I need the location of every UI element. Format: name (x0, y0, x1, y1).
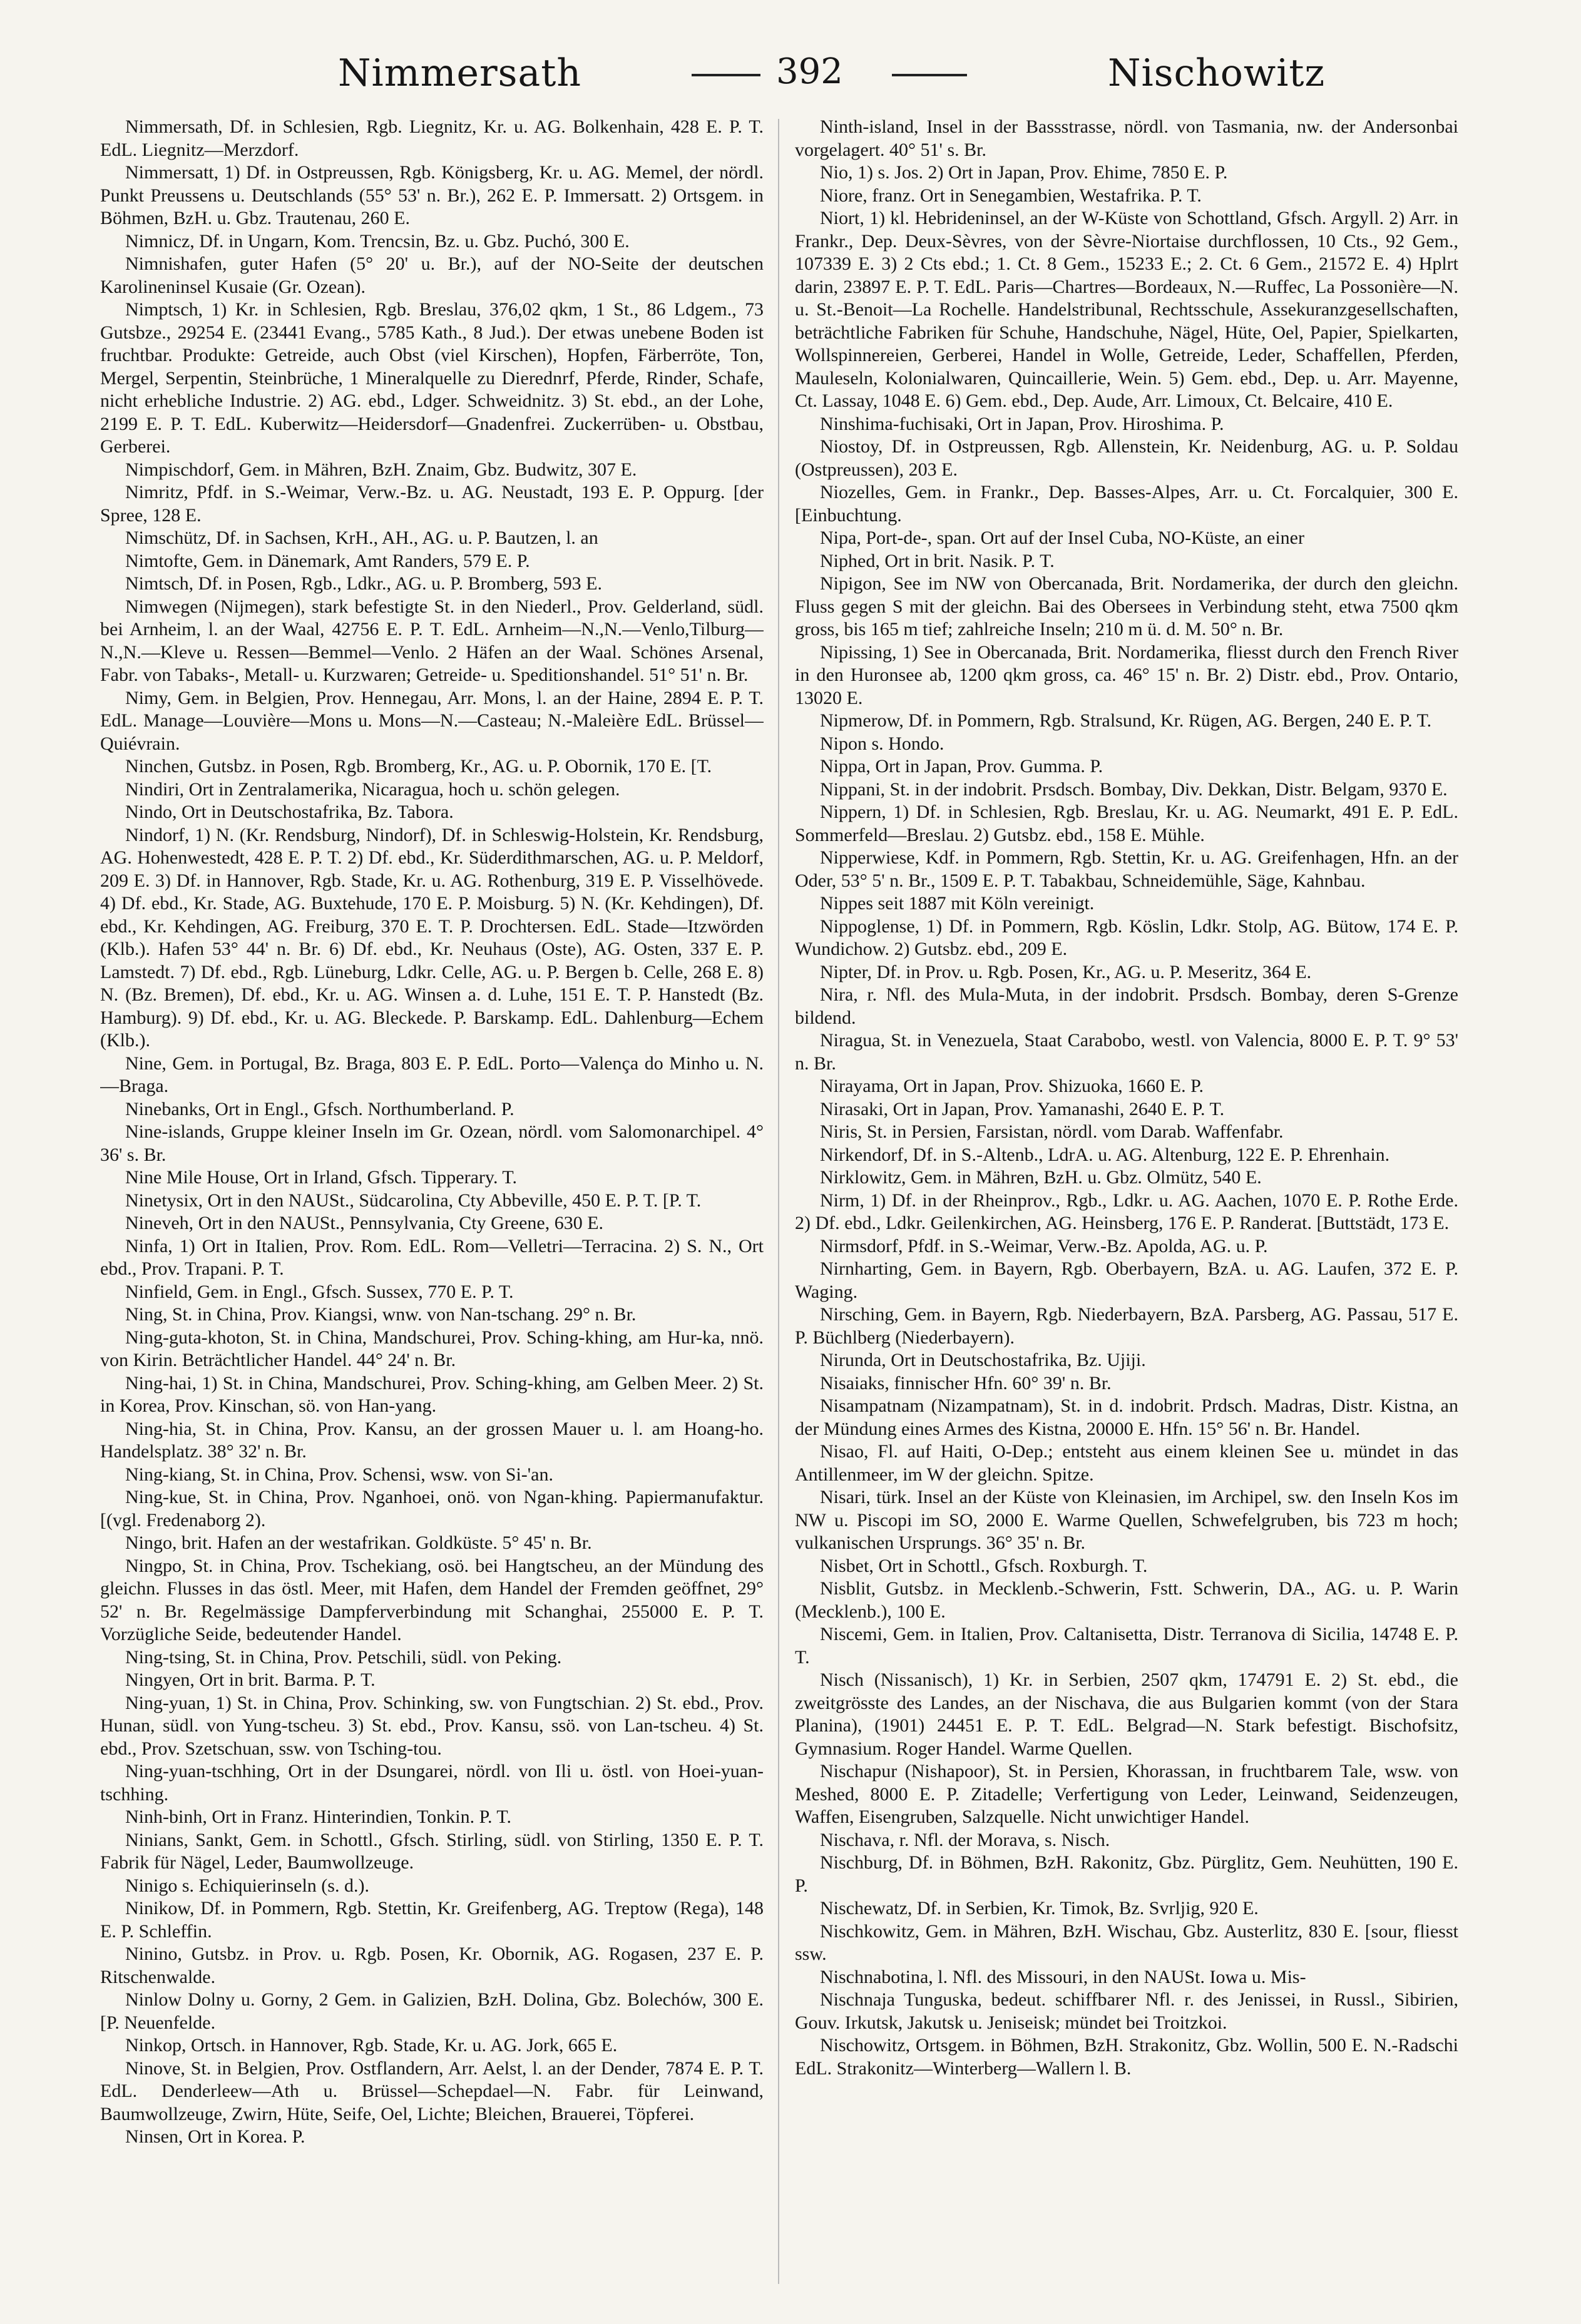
dictionary-entry: Nipon s. Hondo. (820, 733, 944, 754)
dictionary-entry: Nindorf, 1) N. (Kr. Rendsburg, Nindorf), Df. in Schleswig-Holstein, Kr. Rendsburg, AG. Hohenwestedt, 428 E. P. T. 2) Df. ebd., Kr. Süderdithmarschen, AG. u. P. Meldorf, 209 E. 3) Df. in Hannover, Rgb. Stade, Kr. u. AG. Rothenburg, 319 E. P. Visselhövede. 4) Df. ebd., Kr. Stade, AG. Buxtehude, 170 E. P. Moisburg. 5) N. (Kr. Kehdingen), Df. ebd., Kr. Kehdingen, AG. Freiburg, 370 E. T. P. Drochtersen. EdL. Stade—Itzwörden (Klb.). Hafen 53° 44' n. Br. 6) Df. ebd., Kr. Neuhaus (Oste), AG. Osten, 337 E. P. Lamstedt. 7) Df. ebd., Rgb. Lüneburg, Ldkr. Celle, AG. u. P. Bergen b. Celle, 268 E. 8) N. (Bz. Bremen), Df. ebd., Kr. u. AG. Winsen a. d. Luhe, 151 E. T. P. Hanstedt (Bz. Hamburg). 9) Df. ebd., Kr. u. AG. Bleckede. P. Barskamp. EdL. Dahlenburg—Echem (Klb.). (100, 824, 764, 1051)
dictionary-entry: Nippa, Ort in Japan, Prov. Gumma. P. (820, 756, 1103, 777)
dictionary-entry: Ninfa, 1) Ort in Italien, Prov. Rom. EdL. Rom—Velletri—Terracina. 2) S. N., Ort ebd., Prov. Trapani. P. T. (100, 1235, 764, 1279)
dictionary-entry: Nirkendorf, Df. in S.-Altenb., LdrA. u. AG. Altenburg, 122 E. P. Ehrenhain. (820, 1144, 1390, 1165)
dictionary-entry: Nine-islands, Gruppe kleiner Inseln im Gr. Ozean, nördl. vom Salomonarchipel. 4° 36' s. Br. (100, 1121, 764, 1165)
dictionary-entry: Ningyen, Ort in brit. Barma. P. T. (125, 1669, 376, 1690)
dictionary-entry: Ninchen, Gutsbz. in Posen, Rgb. Bromberg, Kr., AG. u. P. Obornik, 170 E. [T. (125, 756, 712, 777)
dictionary-entry: Ninkop, Ortsch. in Hannover, Rgb. Stade, Kr. u. AG. Jork, 665 E. (125, 2035, 618, 2056)
dictionary-entry: Nirm, 1) Df. in der Rheinprov., Rgb., Ldkr. u. AG. Aachen, 1070 E. P. Rothe Erde. 2) Df. ebd., Ldkr. Geilenkirchen, AG. Heinsberg, 176 E. P. Randerat. [Buttstädt, 173 E. (795, 1190, 1458, 1233)
dictionary-entry: Nirnharting, Gem. in Bayern, Rgb. Oberbayern, BzA. u. AG. Laufen, 372 E. P. Waging. (795, 1258, 1458, 1302)
dictionary-entry: Niscemi, Gem. in Italien, Prov. Caltanisetta, Distr. Terranova di Sicilia, 14748 E. P. T. (795, 1624, 1458, 1668)
dictionary-entry: Ninino, Gutsbz. in Prov. u. Rgb. Posen, Kr. Obornik, AG. Rogasen, 237 E. P. Ritschenwalde. (100, 1944, 764, 1987)
header-first-entry: Nimmersath (338, 51, 581, 95)
dictionary-entry: Nimptsch, 1) Kr. in Schlesien, Rgb. Breslau, 376,02 qkm, 1 St., 86 Ldgem., 73 Gutsbze., 29254 E. (23441 Evang., 5785 Kath., 8 Jud.). Der etwas unebene Boden ist fruchtbar. Produkte: Getreide, auch Obst (viel Kirschen), Hopfen, Färberröte, Ton, Mergel, Serpentin, Steinbrüche, 1 Mineralquelle zu Dierednrf, Pferde, Rinder, Schafe, nicht erhebliche Industrie. 2) AG. ebd., Ldger. Schweidnitz. 3) St. ebd., an der Lohe, 2199 E. P. T. EdL. Kuberwitz—Heidersdorf—Gnadenfrei. Zuckerrüben- u. Obstbau, Gerberei. (100, 299, 764, 457)
dictionary-entry: Nimmersatt, 1) Df. in Ostpreussen, Rgb. Königsberg, Kr. u. AG. Memel, der nördl. Punkt Preussens u. Deutschlands (55° 53' n. Br.), 262 E. P. Immersatt. 2) Ortsgem. in Böhmen, BzH. u. Gbz. Trautenau, 260 E. (100, 162, 764, 228)
dictionary-entry: Nipigon, See im NW von Obercanada, Brit. Nordamerika, der durch den gleichn. Fluss gegen S mit der gleichn. Bai des Obersees in Verbindung steht, etwa 7500 qkm gross, bis 165 m tief; zahlreiche Inseln; 210 m ü. d. M. 50° n. Br. (795, 573, 1458, 640)
dictionary-entry: Ninlow Dolny u. Gorny, 2 Gem. in Galizien, BzH. Dolina, Gbz. Bolechów, 300 E. [P. Neuenfelde. (100, 1989, 764, 2033)
header-dash-left (692, 74, 760, 76)
dictionary-entry: Nimtsch, Df. in Posen, Rgb., Ldkr., AG. u. P. Bromberg, 593 E. (125, 573, 602, 594)
dictionary-entry: Nine Mile House, Ort in Irland, Gfsch. Tipperary. T. (125, 1167, 518, 1188)
column-divider (778, 119, 779, 2284)
dictionary-entry: Ninetysix, Ort in den NAUSt., Südcarolina, Cty Abbeville, 450 E. P. T. [P. T. (125, 1190, 702, 1211)
dictionary-entry: Nindo, Ort in Deutschostafrika, Bz. Tabora. (125, 802, 454, 822)
dictionary-entry: Nischewatz, Df. in Serbien, Kr. Timok, Bz. Svrljig, 920 E. (820, 1898, 1259, 1919)
dictionary-entry: Nipissing, 1) See in Obercanada, Brit. Nordamerika, fliesst durch den French River in den Huronsee ab, 1200 qkm gross, ca. 46° 15' n. Br. 2) Distr. ebd., Prov. Ontario, 13020 E. (795, 641, 1458, 708)
dictionary-entry: Nine, Gem. in Portugal, Bz. Braga, 803 E. P. EdL. Porto—Valença do Minho u. N.—Braga. (100, 1052, 764, 1096)
dictionary-entry: Nineveh, Ort in den NAUSt., Pennsylvania, Cty Greene, 630 E. (125, 1213, 604, 1233)
dictionary-entry: Niore, franz. Ort in Senegambien, Westafrika. P. T. (820, 185, 1202, 206)
dictionary-entry: Nisbet, Ort in Schottl., Gfsch. Roxburgh. T. (820, 1555, 1148, 1576)
dictionary-entry: Ning-tsing, St. in China, Prov. Petschili, südl. von Peking. (125, 1646, 562, 1668)
dictionary-entry: Nimpischdorf, Gem. in Mähren, BzH. Znaim, Gbz. Budwitz, 307 E. (125, 459, 637, 480)
dictionary-entry: Niris, St. in Persien, Farsistan, nördl. vom Darab. Waffenfabr. (820, 1121, 1284, 1142)
dictionary-entry: Niostoy, Df. in Ostpreussen, Rgb. Allenstein, Kr. Neidenburg, AG. u. P. Soldau (Ostpreussen), 203 E. (795, 436, 1458, 480)
dictionary-entry: Ninikow, Df. in Pommern, Rgb. Stettin, Kr. Greifenberg, AG. Treptow (Rega), 148 E. P. Schleffin. (100, 1898, 764, 1942)
dictionary-entry: Nindiri, Ort in Zentralamerika, Nicaragua, hoch u. schön gelegen. (125, 778, 620, 800)
dictionary-entry: Ning, St. in China, Prov. Kiangsi, wnw. von Nan-tschang. 29° n. Br. (125, 1304, 637, 1325)
dictionary-entry: Nischava, r. Nfl. der Morava, s. Nisch. (820, 1829, 1110, 1850)
dictionary-entry: Nippoglense, 1) Df. in Pommern, Rgb. Köslin, Ldkr. Stolp, AG. Bütow, 174 E. P. Wundichow. 2) Gutsbz. ebd., 209 E. (795, 915, 1458, 959)
dictionary-entry: Niort, 1) kl. Hebrideninsel, an der W-Küste von Schottland, Gfsch. Argyll. 2) Arr. in Frankr., Dep. Deux-Sèvres, von der Sèvre-Niortaise durchflossen, 10 Cts., 92 Gem., 107339 E. 3) 2 Cts ebd.; 1. Ct. 8 Gem., 15233 E.; 2. Ct. 6 Gem., 21572 E. 4) Hplrt darin, 23897 E. P. T. EdL. Paris—Chartres—Bordeaux, N.—Ruffec, La Possonière—N. u. St.-Benoit—La Rochelle. Handelstribunal, Rechtsschule, Assekuranzgesellschaften, beträchtliche Fabriken für Schuhe, Handschuhe, Nägel, Hüte, Oel, Papier, Spielkarten, Wollspinnereien, Gerberei, Handel in Wolle, Getreide, Leder, Schaffellen, Pferden, Mauleseln, Kolonialwaren, Quincaillerie, Wein. 5) Gem. ebd., Dep. u. Arr. Mayenne, Ct. Lassay, 1048 E. 6) Gem. ebd., Dep. Aude, Arr. Limoux, Ct. Belcaire, 410 E. (795, 208, 1458, 411)
dictionary-entry: Nirklowitz, Gem. in Mähren, BzH. u. Gbz. Olmütz, 540 E. (820, 1167, 1262, 1188)
dictionary-entry: Ningo, brit. Hafen an der westafrikan. Goldküste. 5° 45' n. Br. (125, 1532, 592, 1553)
dictionary-entry: Nirunda, Ort in Deutschostafrika, Bz. Ujiji. (820, 1350, 1146, 1370)
dictionary-entry: Nippes seit 1887 mit Köln vereinigt. (820, 893, 1095, 914)
dictionary-entry: Nippern, 1) Df. in Schlesien, Rgb. Breslau, Kr. u. AG. Neumarkt, 491 E. P. EdL. Sommerfeld—Breslau. 2) Gutsbz. ebd., 158 E. Mühle. (795, 802, 1458, 845)
dictionary-entry: Ninians, Sankt, Gem. in Schottl., Gfsch. Stirling, südl. von Stirling, 1350 E. P. T. Fabrik für Nägel, Leder, Baumwollzeuge. (100, 1829, 764, 1873)
dictionary-entry: Ningpo, St. in China, Prov. Tschekiang, osö. bei Hangtscheu, an der Mündung des gleichn. Flusses in das östl. Meer, mit Hafen, dem Handel der Fremden geöffnet, 29° 52' n. Br. Regelmässige Dampferverbindung mit Schanghai, 255000 E. P. T. Vorzügliche Seide, bedeutender Handel. (100, 1555, 764, 1644)
dictionary-entry: Nirsching, Gem. in Bayern, Rgb. Niederbayern, BzA. Parsberg, AG. Passau, 517 E. P. Büchlberg (Niederbayern). (795, 1304, 1458, 1348)
dictionary-entry: Nirasaki, Ort in Japan, Prov. Yamanashi, 2640 E. P. T. (820, 1098, 1225, 1119)
dictionary-entry: Nischnaja Tunguska, bedeut. schiffbarer Nfl. r. des Jenissei, in Russl., Sibirien, Gouv. Irkutsk, Jakutsk u. Jeniseisk; mündet bei Troitzkoi. (795, 1989, 1458, 2033)
dictionary-entry: Ninigo s. Echiquierinseln (s. d.). (125, 1875, 369, 1896)
dictionary-entry: Niphed, Ort in brit. Nasik. P. T. (820, 550, 1055, 571)
dictionary-entry: Ninh-binh, Ort in Franz. Hinterindien, Tonkin. P. T. (125, 1807, 512, 1827)
dictionary-entry: Ninshima-fuchisaki, Ort in Japan, Prov. Hiroshima. P. (820, 413, 1224, 434)
dictionary-entry: Nirmsdorf, Pfdf. in S.-Weimar, Verw.-Bz. Apolda, AG. u. P. (820, 1235, 1268, 1256)
dictionary-entry: Nischkowitz, Gem. in Mähren, BzH. Wischau, Gbz. Austerlitz, 830 E. [sour, fliesst ssw. (795, 1920, 1458, 1964)
page-number: 392 (776, 51, 843, 92)
dictionary-entry: Nipter, Df. in Prov. u. Rgb. Posen, Kr., AG. u. P. Meseritz, 364 E. (820, 961, 1312, 982)
dictionary-entry: Nimmersath, Df. in Schlesien, Rgb. Liegnitz, Kr. u. AG. Bolkenhain, 428 E. P. T. EdL. Liegnitz—Merzdorf. (100, 116, 764, 160)
dictionary-entry: Nischnabotina, l. Nfl. des Missouri, in den NAUSt. Iowa u. Mis- (820, 1966, 1306, 1987)
dictionary-entry: Nisaiaks, finnischer Hfn. 60° 39' n. Br. (820, 1372, 1112, 1394)
dictionary-entry: Nisao, Fl. auf Haiti, O-Dep.; entsteht aus einem kleinen See u. mündet in das Antillenmeer, im W der gleichn. Spitze. (795, 1441, 1458, 1485)
dictionary-entry: Nipa, Port-de-, span. Ort auf der Insel Cuba, NO-Küste, an einer (820, 527, 1304, 548)
dictionary-entry: Nimy, Gem. in Belgien, Prov. Hennegau, Arr. Mons, l. an der Haine, 2894 E. P. T. EdL. Manage—Louvière—Mons u. Mons—N.—Casteau; N.-Maleière EdL. Brüssel—Quiévrain. (100, 687, 764, 754)
dictionary-entry: Ninth-island, Insel in der Bassstrasse, nördl. von Tasmania, nw. der Andersonbai vorgelagert. 40° 51' s. Br. (795, 116, 1458, 160)
dictionary-entry: Nisch (Nissanisch), 1) Kr. in Serbien, 2507 qkm, 174791 E. 2) St. ebd., die zweitgrösste des Landes, an der Nischava, die aus Bulgarien kommt (von der Stara Planina), (1901) 24451 E. P. T. EdL. Belgrad—N. Stark befestigt. Bischofsitz, Gymnasium. Roger Handel. Warme Quellen. (795, 1669, 1458, 1759)
dictionary-entry: Nischapur (Nishapoor), St. in Persien, Khorassan, in fruchtbarem Tale, wsw. von Meshed, 8000 E. P. Zitadelle; Verfertigung von Leder, Leinwand, Seidenzeugen, Waffen, Eisengruben, Salzquelle. Nicht unwichtiger Handel. (795, 1761, 1458, 1827)
dictionary-entry: Ning-yuan, 1) St. in China, Prov. Schinking, sw. von Fungtschian. 2) St. ebd., Prov. Hunan, südl. von Yung-tscheu. 3) St. ebd., Prov. Kansu, ssö. von Lan-tscheu. 4) St. ebd., Prov. Szetschuan, ssw. von Tsching-tou. (100, 1692, 764, 1759)
dictionary-entry: Ning-guta-khoton, St. in China, Mandschurei, Prov. Sching-khing, am Hur-ka, nnö. von Kirin. Beträchtlicher Handel. 44° 24' n. Br. (100, 1327, 764, 1370)
dictionary-entry: Nisblit, Gutsbz. in Mecklenb.-Schwerin, Fstt. Schwerin, DA., AG. u. P. Warin (Mecklenb.), 100 E. (795, 1578, 1458, 1622)
dictionary-entry: Nisampatnam (Nizampatnam), St. in d. indobrit. Prdsch. Madras, Distr. Kistna, an der Mündung eines Armes des Kistna, 20000 E. Hfn. 15° 56' n. Br. Handel. (795, 1395, 1458, 1439)
dictionary-entry: Nio, 1) s. Jos. 2) Ort in Japan, Prov. Ehime, 7850 E. P. (820, 162, 1228, 183)
dictionary-entry: Ninsen, Ort in Korea. P. (125, 2126, 305, 2147)
dictionary-entry: Nimritz, Pfdf. in S.-Weimar, Verw.-Bz. u. AG. Neustadt, 193 E. P. Oppurg. [der Spree, 128 E. (100, 482, 764, 526)
dictionary-entry: Nimschütz, Df. in Sachsen, KrH., AH., AG. u. P. Bautzen, l. an (125, 527, 598, 548)
dictionary-entry: Ninfield, Gem. in Engl., Gfsch. Sussex, 770 E. P. T. (125, 1281, 514, 1302)
dictionary-entry: Nimtofte, Gem. in Dänemark, Amt Randers, 579 E. P. (125, 550, 530, 571)
dictionary-entry: Ning-kiang, St. in China, Prov. Schensi, wsw. von Si-'an. (125, 1464, 553, 1485)
dictionary-entry: Nimnishafen, guter Hafen (5° 20' u. Br.), auf der NO-Seite der deutschen Karolineninsel Kusaie (Gr. Ozean). (100, 253, 764, 297)
dictionary-entry: Nippani, St. in der indobrit. Prsdsch. Bombay, Div. Dekkan, Distr. Belgam, 9370 E. (820, 778, 1448, 800)
right-column (795, 116, 1458, 2287)
dictionary-entry: Ninebanks, Ort in Engl., Gfsch. Northumberland. P. (125, 1098, 514, 1119)
dictionary-entry: Nischowitz, Ortsgem. in Böhmen, BzH. Strakonitz, Gbz. Wollin, 500 E. N.-Radschi EdL. Strakonitz—Winterberg—Wallern l. B. (795, 2035, 1458, 2079)
dictionary-entry: Nira, r. Nfl. des Mula-Muta, in der indobrit. Prsdsch. Bombay, deren S-Grenze bildend. (795, 984, 1458, 1028)
dictionary-entry: Niozelles, Gem. in Frankr., Dep. Basses-Alpes, Arr. u. Ct. Forcalquier, 300 E. [Einbuchtung. (795, 482, 1458, 526)
dictionary-entry: Nipmerow, Df. in Pommern, Rgb. Stralsund, Kr. Rügen, AG. Bergen, 240 E. P. T. (820, 710, 1432, 731)
dictionary-entry: Nischburg, Df. in Böhmen, BzH. Rakonitz, Gbz. Pürglitz, Gem. Neuhütten, 190 E. P. (795, 1852, 1458, 1896)
dictionary-entry: Ning-hai, 1) St. in China, Mandschurei, Prov. Sching-khing, am Gelben Meer. 2) St. in Korea, Prov. Kinschan, sö. von Han-yang. (100, 1372, 764, 1416)
dictionary-entry: Ning-kue, St. in China, Prov. Nganhoei, onö. von Ngan-khing. Papiermanufaktur. [(vgl. Fredenaborg 2). (100, 1487, 764, 1531)
dictionary-entry: Nimnicz, Df. in Ungarn, Kom. Trencsin, Bz. u. Gbz. Puchó, 300 E. (125, 230, 630, 252)
dictionary-entry: Ning-yuan-tschhing, Ort in der Dsungarei, nördl. von Ili u. östl. von Hoei-yuan-tschhing. (100, 1761, 764, 1805)
dictionary-entry: Ning-hia, St. in China, Prov. Kansu, an der grossen Mauer u. l. am Hoang-ho. Handelsplatz. 38° 32' n. Br. (100, 1418, 764, 1462)
dictionary-entry: Ninove, St. in Belgien, Prov. Ostflandern, Arr. Aelst, l. an der Dender, 7874 E. P. T. EdL. Denderleew—Ath u. Brüssel—Schepdael—N. Fabr. für Leinwand, Baumwollzeuge, Zwirn, Hüte, Seife, Oel, Lichte; Bleichen, Brauerei, Töpferei. (100, 2057, 764, 2124)
dictionary-entry: Nimwegen (Nijmegen), stark befestigte St. in den Niederl., Prov. Gelderland, südl. bei Arnheim, l. an der Waal, 42756 E. P. T. EdL. Arnheim—N.,N.—Venlo,Tilburg—N.,N.—Kleve u. Ressen—Bemmel—Venlo. 2 Häfen an der Waal. Schönes Arsenal, Fabr. von Tabaks-, Metall- u. Kurzwaren; Getreide- u. Speditionshandel. 51° 51' n. Br. (100, 596, 764, 685)
page-header (94, 45, 1490, 114)
header-dash-right (892, 74, 967, 76)
dictionary-entry: Nisari, türk. Insel an der Küste von Kleinasien, im Archipel, sw. den Inseln Kos im NW u. Piscopi im SO, 2000 E. Warme Quellen, Schwefelgruben, bis 723 m hoch; vulkanischen Ursprungs. 36° 35' n. Br. (795, 1487, 1458, 1553)
header-last-entry: Nischowitz (1108, 51, 1326, 95)
left-column (100, 116, 764, 2287)
dictionary-entry: Niragua, St. in Venezuela, Staat Carabobo, westl. von Valencia, 8000 E. P. T. 9° 53' n. Br. (795, 1030, 1458, 1074)
dictionary-entry: Nirayama, Ort in Japan, Prov. Shizuoka, 1660 E. P. (820, 1076, 1204, 1096)
dictionary-entry: Nipperwiese, Kdf. in Pommern, Rgb. Stettin, Kr. u. AG. Greifenhagen, Hfn. an der Oder, 53° 5' n. Br., 1509 E. P. T. Tabakbau, Schneidemühle, Säge, Kahnbau. (795, 847, 1458, 891)
